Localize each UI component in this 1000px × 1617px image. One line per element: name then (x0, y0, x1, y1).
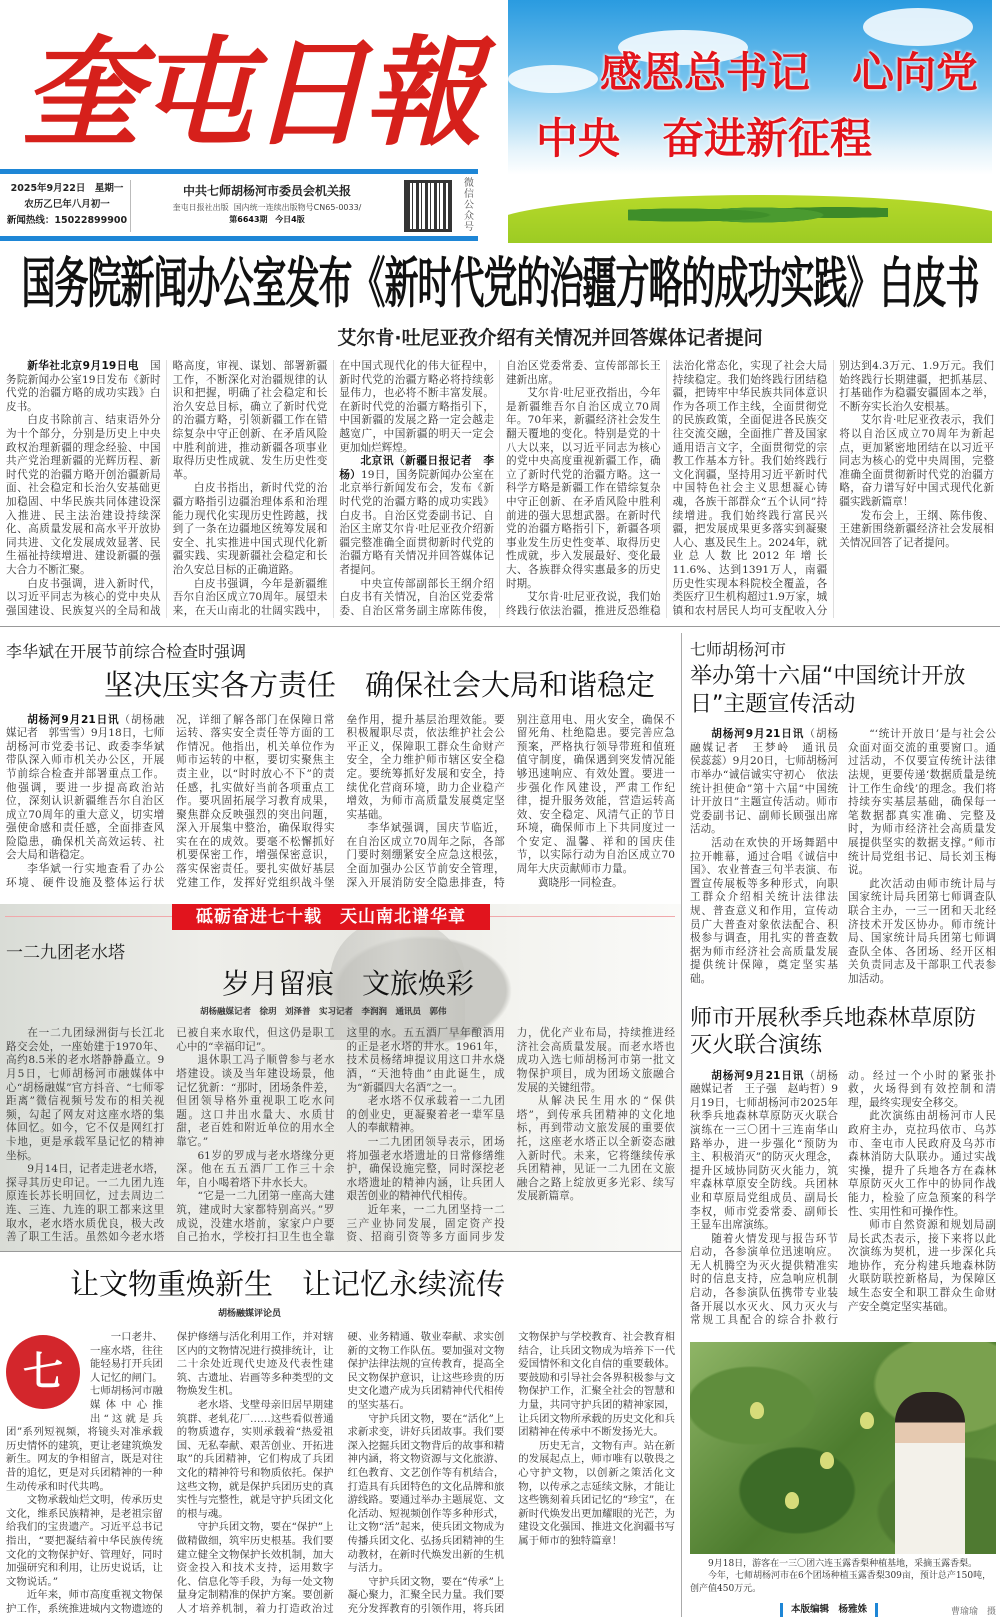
paragraph-text: 61岁的罗成与老水塔缘分更深。他在五五酒厂工作三十余年，自小喝着塔下井水长大。 (176, 1149, 335, 1189)
photo-credit: 曹瑜瑜 摄 (950, 1606, 996, 1617)
paragraph (517, 877, 675, 891)
paragraph-text: 守护兵团文物，要在“传承”上凝心聚力，汇聚全民力量。我们要充分发挥教育的引领作用，将兵团文物保护与学校教育、社会教育相结合，让兵团文物成为培养下一代爱国情怀和文化自信的重要载体。要鼓励和引导社会各界积极参与文物保护工作，汇聚全社会的智慧和力量，共同守护兵团的精神家园，让兵团文物所承载的历史文化和兵团精神在传承中不断发扬光大。 (347, 1331, 675, 1615)
masthead-top-bar (0, 169, 478, 174)
paragraph-text: 李华斌一行实地查看了办公环境、硬件设施及整体运行状况，详细了解各部门在保障日常运转、落实安全责任等方面的工作情况。他指出，机关单位作为师市运转的中枢，要切实聚焦主责主业，以“时时放心不下”的责任感，扎实做好当前各项重点工作。要巩固拓展学习教育成果，聚焦群众反映强烈的突出问题，深入开展集中整治，确保取得实实在在的成效。要毫不松懈抓好机要保密工作，增强保密意识，落实保密责任。要扎实做好基层党建工作，发挥好党组织战斗堡垒作用，提升基层治理效能。要积极履职尽责，依法维护社会公平正义，保障职工群众生命财产安全，全力维护师市辖区安全稳定。要统筹抓好发展和安全，持续优化营商环境，助力企业稳产增效，为师市高质量发展奠定坚实基础。 (6, 713, 505, 889)
section-divider-bottom (0, 1251, 681, 1252)
paragraph (848, 728, 996, 878)
water-tower-byline: 胡杨融媒记者 徐玥 刘泽普 实习记者 李润润 通讯员 郭伟 (200, 1007, 447, 1018)
paragraph-text: 发布会上，王纲、陈伟俊、王建新围绕新疆经济社会发展相关情况回答了记者提问。 (839, 509, 994, 549)
paragraph-text: 白皮书指出，新时代党的治疆方略指引边疆治理体系和治理能力现代化实现历史性跨越，找到了一条在边疆地区统筹发展和安全、扎实推进中国式现代化新疆实践、实现新疆社会稳定和长治久安总目标的正确道路。 (172, 482, 328, 576)
commentary-body (6, 1331, 675, 1616)
water-tower-headline: 岁月留痕 文旅焕彩 (222, 967, 475, 1001)
paragraph (6, 714, 164, 864)
paragraph-text: 文物承载灿烂文明，传承历史文化，维系民族精神，是老祖宗留给我们的宝贵遗产。习近平总书记指出，“要把凝结着中华民族传统文化的文物保护好、管理好，同时加强研究和利用，让历史说话，让文物说话。” (6, 1494, 163, 1588)
masthead-bottom-bar (0, 236, 478, 241)
lunar-date: 农历乙巳年八月初一 (24, 199, 110, 210)
lead-subheadline: 艾尔肯·吐尼亚孜介绍有关情况并回答媒体记者提问 (337, 327, 763, 349)
paragraph-text: （胡杨融媒记者 郭雪雪）9月18日，七师胡杨河市党委书记、政委李华斌带队深入师市机关办公区，开展节前综合检查并部署重点工作。他强调，要进一步提高政治站位，深刻认识新疆维吾尔自治区成立70周年的重大意义，切实增强使命感和责任感，全面排查风险隐患，确保机关高效运转、社会大局和谐稳定。 (6, 713, 165, 862)
commentary-headline: 让文物重焕新生 让记忆永续流传 (70, 1266, 506, 1301)
inspection-kicker: 李华斌在开展节前综合检查时强调 (6, 642, 247, 662)
slogan-banner (508, 0, 992, 243)
paragraph (690, 1070, 838, 1233)
paragraph-text: 随着火情发现与报告环节启动，各参演单位迅速响应。无人机腾空为灭火提供精准实时的信息支持，应急响应机制启动，各参演队伍携带专业装备开展以水灭火、风力灭火与常规工具配合的综合扑救行动。经过一个小时的紧张扑救，火场得到有效控制和清理，最终实现安全移交。 (690, 1069, 996, 1327)
paragraph-text: 退休职工冯子顺曾参与老水塔建设。谈及当年建设场景，他记忆犹新：“那时，团场条件差，但团领导格外重视职工吃水问题。这口井出水量大、水质甘甜，老百姓和附近单位的用水全靠它。” (176, 1054, 335, 1148)
paragraph-text: 9月14日，记者走进老水塔，探寻其历史印记。一二九团九连原连长苏长明回忆，过去周边二连、三连、九连的职工都来这里取水，老水塔水质优良，极大改善了职工生活。虽然如今老水塔已被自来水取代，但这仍是职工心中的“幸福印记”。 (6, 1027, 335, 1244)
page-footer (690, 1603, 996, 1617)
banner-slogan-line1: 感恩总书记 心向党 (600, 48, 979, 97)
paragraph-text: 19日，国务院新闻办公室在北京举行新闻发布会，发布《新时代党的治疆方略的成功实践》白皮书。自治区党委副书记、自治区主席艾尔肯·吐尼亚孜介绍新疆完整准确全面贯彻新时代党的治疆方略有关情况并回答媒体记者提问。 (339, 468, 494, 576)
logo-text: 奎屯日報 (21, 22, 478, 162)
issue-number: 第6643期 (229, 215, 268, 224)
fire-drill-headline: 师市开展秋季兵地森林草原防灭火联合演练 (690, 1005, 977, 1059)
anniversary-banner: 砥砺奋进七十载 天山南北谱华章 (172, 904, 490, 930)
paragraph (848, 878, 996, 987)
paragraph-text: （胡杨融媒记者 王子强 赵屿哲）9月19日，七师胡杨河市2025年秋季兵地森林草原防灭火联合演练在一三〇团十三连南华山路举办，进一步强化“预防为主、积极消灭”的防灭火理念，提升区域协同防灭火能力，筑牢森林草原安全防线。兵团林业和草原局党组成员、副局长李权，师市党委常委、副师长王显车出席演练。 (690, 1069, 838, 1232)
paragraph (690, 728, 849, 837)
inspection-headline: 坚决压实各方责任 确保社会大局和谐稳定 (104, 668, 656, 703)
paragraph-text: “它是一二九团第一座高大建筑，建成时大家都特别高兴。”罗成说，没建水塔前，家家户户要自己抬水，学校打扫卫生也全靠这里的水。五五酒厂早年酿酒用的正是老水塔的井水。1961年，技术员杨绪坤提议用这口井水烧酒，“天池特曲”由此诞生，成为“新疆四大名酒”之一。 (176, 1027, 505, 1244)
paragraph (6, 414, 161, 577)
water-tower-feature (0, 904, 681, 1251)
paragraph-text: 中央宣传部副部长王纲介绍白皮书有关情况，自治区党委常委、自治区常务副主席陈伟俊，自治区党委常委、宣传部部长王建新出席。 (339, 360, 661, 617)
paragraph-text: 在一二九团绿洲街与长江北路交会处，一座始建于1970年、高约8.5米的老水塔静静矗立。9月5日，七师胡杨河市融媒体中心“胡杨融媒”官方抖音、“七师零距离”微信视频号发布的相关视频，勾起了网友对这座水塔的集体回忆。如今，它不仅是网红打卡地，更是承载军垦记忆的精神坐标。 (6, 1027, 165, 1162)
paragraph-text: 艾尔肯·吐尼亚孜表示，我们将以自治区成立70周年为新起点，更加紧密地团结在以习近平同志为核心的党中央周围，完整准确全面贯彻新时代党的治疆方略，奋力谱写好中国式现代化新疆实践新篇章！ (839, 414, 994, 508)
inspection-story-body (6, 714, 675, 891)
paragraph (347, 1095, 505, 1136)
paragraph (348, 1413, 505, 1576)
dateline: 新华社北京9月19日电 (27, 360, 139, 372)
paragraph (347, 1136, 505, 1204)
paragraph-text: 白皮书强调，今年是新疆维吾尔自治区成立70周年。展望未来，在天山南北的壮阔实践中，在中国式现代化的伟大征程中，新时代党的治疆方略必将持续彰显伟力，也必将不断丰富发展。在新时代党的治疆方略指引下，中国新疆的发展之路一定会越走越宽广，中国新疆的明天一定会更加灿烂辉煌。 (172, 360, 494, 617)
paragraph (690, 837, 838, 987)
paragraph-text: 历史无言，文物有声。站在新的发展起点上，师市唯有以敬畏之心守护文物，以创新之策活化文物，以传承之志延续文脉，才能让这些镌刻着兵团记忆的“珍宝”，在新时代焕发出更加耀眼的光芒，为建设文化强国、推进文化润疆书写属于师市的独特篇章！ (518, 1439, 675, 1547)
right-column (682, 633, 1000, 1617)
page-editor: 本版编辑 杨雅姝 (780, 1603, 878, 1617)
commentary-byline: 胡杨融媒评论员 (218, 1309, 282, 1319)
banner-slogan-line2: 中央 奋进新征程 (536, 114, 873, 163)
masthead-divider (130, 180, 131, 232)
visitor-figure (895, 1392, 965, 1554)
paragraph-text: 白皮书强调，进入新时代，以习近平同志为核心的党中央从强国建设、民族复兴的全局和战略高度，审视、谋划、部署新疆工作，不断深化对治疆规律的认识和把握，明确了社会稳定和长治久安总目标，确立了新时代党的治疆方略，引领新疆工作在错综复杂中守正创新、在矛盾风险中胜利前进，推动新疆各项事业取得历史性成就、发生历史性变革。 (6, 360, 328, 617)
paragraph-text: 老水塔不仅承载着一二九团的创业史，更凝聚着老一辈军垦人的奉献精神。 (346, 1095, 505, 1135)
paragraph-text: 从解决民生用水的“保供塔”，到传承兵团精神的文化地标，再到带动文旅发展的重要依托，这座老水塔正以全新姿态融入新时代。未来，它将继续传承兵团精神，见证一二九团在文旅融合之路上绽放更多光彩、续写发展新篇章。 (516, 1095, 675, 1203)
paragraph-text: 一二九团团领导表示，团场将加强老水塔遗址的日常修缮维护，确保设施完整，同时深挖老水塔遗址的精神内涵，让兵团人艰苦创业的精神代代相传。 (346, 1136, 505, 1203)
paragraph-text: 一口老井、一座水塔，往往能轻易打开兵团人记忆的闸门。七师胡杨河市融媒体中心推出“这就是兵团”系列短视频，将镜头对准承载历史情怀的建筑，更让老建筑焕发新生。网友的争相留言，既是对往昔的追忆，更是对兵团精神的一种生动传承和时代共鸣。 (6, 1331, 163, 1493)
paragraph-text: 冀晓彤一同检查。 (537, 876, 623, 889)
water-tower-kicker: 一二九团老水塔 (6, 943, 125, 964)
paragraph (506, 387, 661, 591)
lead-headline: 国务院新闻办公室发布《新时代党的治疆方略的成功实践》白皮书 (21, 252, 979, 317)
paragraph-text: 师市自然资源和规划局副局长武杰表示，接下来将以此次演练为契机，进一步深化兵地协作，充分构建兵地森林防火联防联控新格局，为保障区域生态安全和职工群众生命财产安全奠定坚实基础。 (848, 1219, 996, 1313)
paragraph (339, 455, 494, 577)
trees-decoration (628, 200, 888, 225)
paragraph (6, 1027, 164, 1163)
page-count: 今日4版 (275, 215, 305, 224)
paragraph (518, 1440, 675, 1549)
paragraph (6, 1494, 163, 1589)
lead-story-body (6, 360, 994, 618)
paragraph (839, 414, 994, 509)
photo-caption (690, 1558, 996, 1596)
left-column (0, 633, 682, 1617)
paragraph (848, 1219, 996, 1314)
paragraph-text: 此次演练由胡杨河市人民政府主办，克拉玛依市、乌苏市、奎屯市人民政府及乌苏市森林消防大队联办。通过实战实操，提升了兵地各方在森林草原防灭火工作中的协同作战能力，检验了应急预案的科学性、实用性和可操作性。 (848, 1110, 996, 1218)
paragraph (173, 482, 328, 577)
dateline: 胡杨河9月21日讯 (711, 1069, 805, 1082)
issue-date: 2025年9月22日 星期一 (10, 183, 124, 194)
paragraph (6, 360, 161, 414)
paragraph-text: 此次活动由师市统计局与国家统计局兵团第七师调查队联合主办，一三一团和天北经济技术开发区协办。师市统计局、国家统计局兵团第七师调查队全体、各团场、经开区相关负责同志及干部职工代表参加活动。 (848, 877, 996, 985)
serial-number: 国内统一连续出版物号CN65-0033/ (233, 203, 362, 212)
statistics-kicker: 七师胡杨河市 (690, 640, 787, 660)
publisher: 奎屯日报社出版 (172, 203, 229, 212)
paragraph-text: 近年来，师市高度重视文物保护工作，系统推进城内文物遗迹的保护修缮与活化利用工作，并对辖区内的文物情况进行摸排统计，让二十余处近现代史迹及代表性建筑、古遗址、岩画等多种类型的文物焕发生机。 (6, 1331, 334, 1615)
paragraph-text: “‘统计开放日’是与社会公众面对面交流的重要窗口。通过活动，不仅要宣传统计法律法规，更要传递‘数据质量是统计工作生命线’的理念。我们将持续夯实基层基础，确保每一笔数据都真实准确、完整及时，为师市经济社会高质量发展提供坚实的数据支撑。”师市统计局党组书记、局长刘玉梅说。 (848, 728, 996, 877)
paragraph-text: 李华斌强调，国庆节临近，在自治区成立70周年之际，各部门要时刻绷紧安全应急这根弦，全面加强办公区节前安全管理，深入开展消防安全隐患排查，特别注意用电、用火安全，确保不留死角、杜绝隐患。要完善应急预案，严格执行领导带班和值班值守制度，确保遇到突发情况能够迅速响应、有效处置。要进一步强化作风建设，严肃工作纪律，提升服务效能，营造运转高效、安全稳定、风清气正的节日环境，确保师市上下共同度过一个安定、温馨、祥和的国庆佳节，以实际行动为自治区成立70周年大庆贡献师市力量。 (346, 713, 675, 889)
paragraph (517, 1095, 675, 1204)
paragraph-text: 国务院新闻办公室19日发布《新时代党的治疆方略的成功实践》白皮书。 (6, 360, 161, 413)
paragraph-text: 活动在欢快的开场舞蹈中拉开帷幕，通过合唱《诚信中国》、农业普查三句半表演、布置宣传展板等多种形式，向职工群众介绍相关统计法律法规、普查意义和作用，宣传动员广大普查对象依法配合、积极参与调查，用扎实的普查数据为师市经济社会高质量发展提供统计保障，奠定坚实基础。 (690, 837, 838, 985)
caption-line-2: 今年，七师胡杨河市在6个团场种植玉露香梨309亩，预计总产150吨，创产值450万元。 (690, 1571, 992, 1594)
caption-line-1: 9月18日，游客在一三〇团六连玉露香梨种植基地，采摘玉露香梨。 (708, 1558, 978, 1569)
water-tower-story-body (6, 1027, 675, 1245)
wechat-label: 微信公众号 (464, 178, 474, 233)
dateline: 胡杨河9月21日讯 (711, 728, 805, 741)
lead-headline-block (0, 254, 1000, 324)
publication-info (136, 202, 398, 226)
wechat-qr-code-icon[interactable] (404, 180, 452, 232)
dateline: 北京讯（新疆日报记者 李杨） (339, 455, 494, 481)
news-hotline: 新闻热线：15022899900 (6, 215, 128, 226)
fire-drill-story-body (690, 1070, 996, 1328)
statistics-headline: 举办第十六届“中国统计开放日”主题宣传活动 (690, 664, 966, 717)
section-divider (0, 626, 1000, 627)
paragraph (177, 1399, 334, 1521)
issue-date-block (6, 181, 128, 229)
organ-title: 中共七师胡杨河市委员会机关报 (182, 184, 351, 198)
paragraph-text: （胡杨融媒记者 王梦岭 通讯员 侯蕊蕊）9月20日，七师胡杨河市举办“诚信诚实守初心 依法统计担使命”第十六届“中国统计开放日”主题宣传活动。师市党委副书记、副师长顾强出席活动。 (690, 728, 849, 836)
newspaper-logo (0, 0, 500, 165)
paragraph-text: 艾尔肯·吐尼亚孜说，我们始终践行依法治疆，推进反恐维稳法治化常态化，实现了社会大局持续稳定。我们始终践行团结稳疆，把铸牢中华民族共同体意识作为各项工作主线，全面贯彻党的民族政策，全面促进各民族交往交流交融，全面推广普及国家通用语言文字，全面贯彻党的宗教工作基本方针。我们始终践行文化润疆，坚持用习近平新时代中国特色社会主义思想凝心铸魂，各族干部群众“五个认同”持续增进。我们始终践行富民兴疆，把发展成果更多落实到凝聚人心、惠及民生上。2024年，就业总人数比2012年增长11.6%、达到1391万人，南疆历史性实现本科院校全覆盖，各类医疗卫生机构超过1.9万家，城镇和农村居民人均可支配收入分别达到4.3万元、1.9万元。我们始终践行长期建疆，把抓基层、打基础作为稳疆安疆固本之举，不断夯实长治久安根基。 (505, 360, 994, 617)
paragraph-text: 守护兵团文物，要在“保护”上做精做细，筑牢历史根基。我们要建立健全文物保护长效机制，加大资金投入和技术支持，运用数字化、信息化等手段，为每一处文物量身定制精准的保护方案。要创新人才培养机制，着力打造政治过硬、业务精通、敬业奉献、求实创新的文物工作队伍。要加强对文物保护法律法规的宣传教育，提高全民文物保护意识，让这些珍贵的历史文化遗产成为兵团精神代代相传的坚实基石。 (176, 1331, 505, 1615)
masthead (0, 0, 1000, 246)
paragraph-text: 老水塔、戈壁母亲旧居早期建筑群、老轧花厂……这些看似普通的物质遗存，实则承载着“热爱祖国、无私奉献、艰苦创业、开拓进取”的兵团精神，它们构成了兵团文化的精神符号和物质依托。保护这些文物，就是保护兵团历史的真实性与完整性，就是守护兵团文化的根与魂。 (176, 1398, 334, 1520)
paragraph-text: 守护兵团文物，要在“活化”上求新求变，讲好兵团故事。我们要深入挖掘兵团文物背后的故事和精神内涵，将文物资源与文化旅游、红色教育、文艺创作等有机结合，打造具有兵团特色的文化品牌和旅游线路。要通过举办主题展览、文化活动、短视频创作等多种形式，让文物“活”起来，使兵团文物成为传播兵团文化、弘扬兵团精神的生动教材，在新时代焕发出新的生机与活力。 (347, 1412, 505, 1575)
lower-section (0, 633, 1000, 1617)
paragraph (176, 1054, 334, 1149)
paragraph-text: 白皮书除前言、结束语外分为十个部分，分别是历史上中央政权治理新疆的理念经验、中国共产党治理新疆的光辉历程、新时代党的治疆方略开创治疆新局面、社会稳定和长治久安基础更加稳固、中华民族共同体建设深入推进、民主法治建设持续深化、高质量发展和高水平开放协同共进、文化发展成效显著、民生福祉持续增进、建设新疆的强大合力不断汇聚。 (6, 414, 161, 576)
dateline: 胡杨河9月21日讯 (27, 713, 120, 726)
commentary-seal-logo: 七 (6, 1335, 80, 1409)
paragraph (839, 510, 994, 551)
paragraph (848, 1110, 996, 1219)
paragraph-text: 近年来，一二九团坚持一二三产业协同发展，固定资产投资、招商引资等多方面同步发力，优化产业布局，持续推进经济社会高质量发展。而老水塔也成功入选七师胡杨河市第一批文物保护项目，成为团场文旅融合发展的关键纽带。 (346, 1027, 675, 1244)
pear-picking-photo (690, 1342, 996, 1554)
paragraph-text: 艾尔肯·吐尼亚孜指出，今年是新疆维吾尔自治区成立70周年。70年来，新疆经济社会发生翻天覆地的变化。特别是党的十八大以来，以习近平同志为核心的党中央高度重视新疆工作，确立了新时代党的治疆方略。这一科学方略是新疆工作在错综复杂中守正创新、在矛盾风险中胜利前进的强大思想武器。在新时代党的治疆方略指引下，新疆各项事业发生历史性变革、取得历史性成就，步入发展最好、变化最大、各族群众得实惠最多的历史时期。 (505, 387, 661, 590)
paragraph (176, 1150, 334, 1191)
statistics-story-body (690, 728, 996, 986)
